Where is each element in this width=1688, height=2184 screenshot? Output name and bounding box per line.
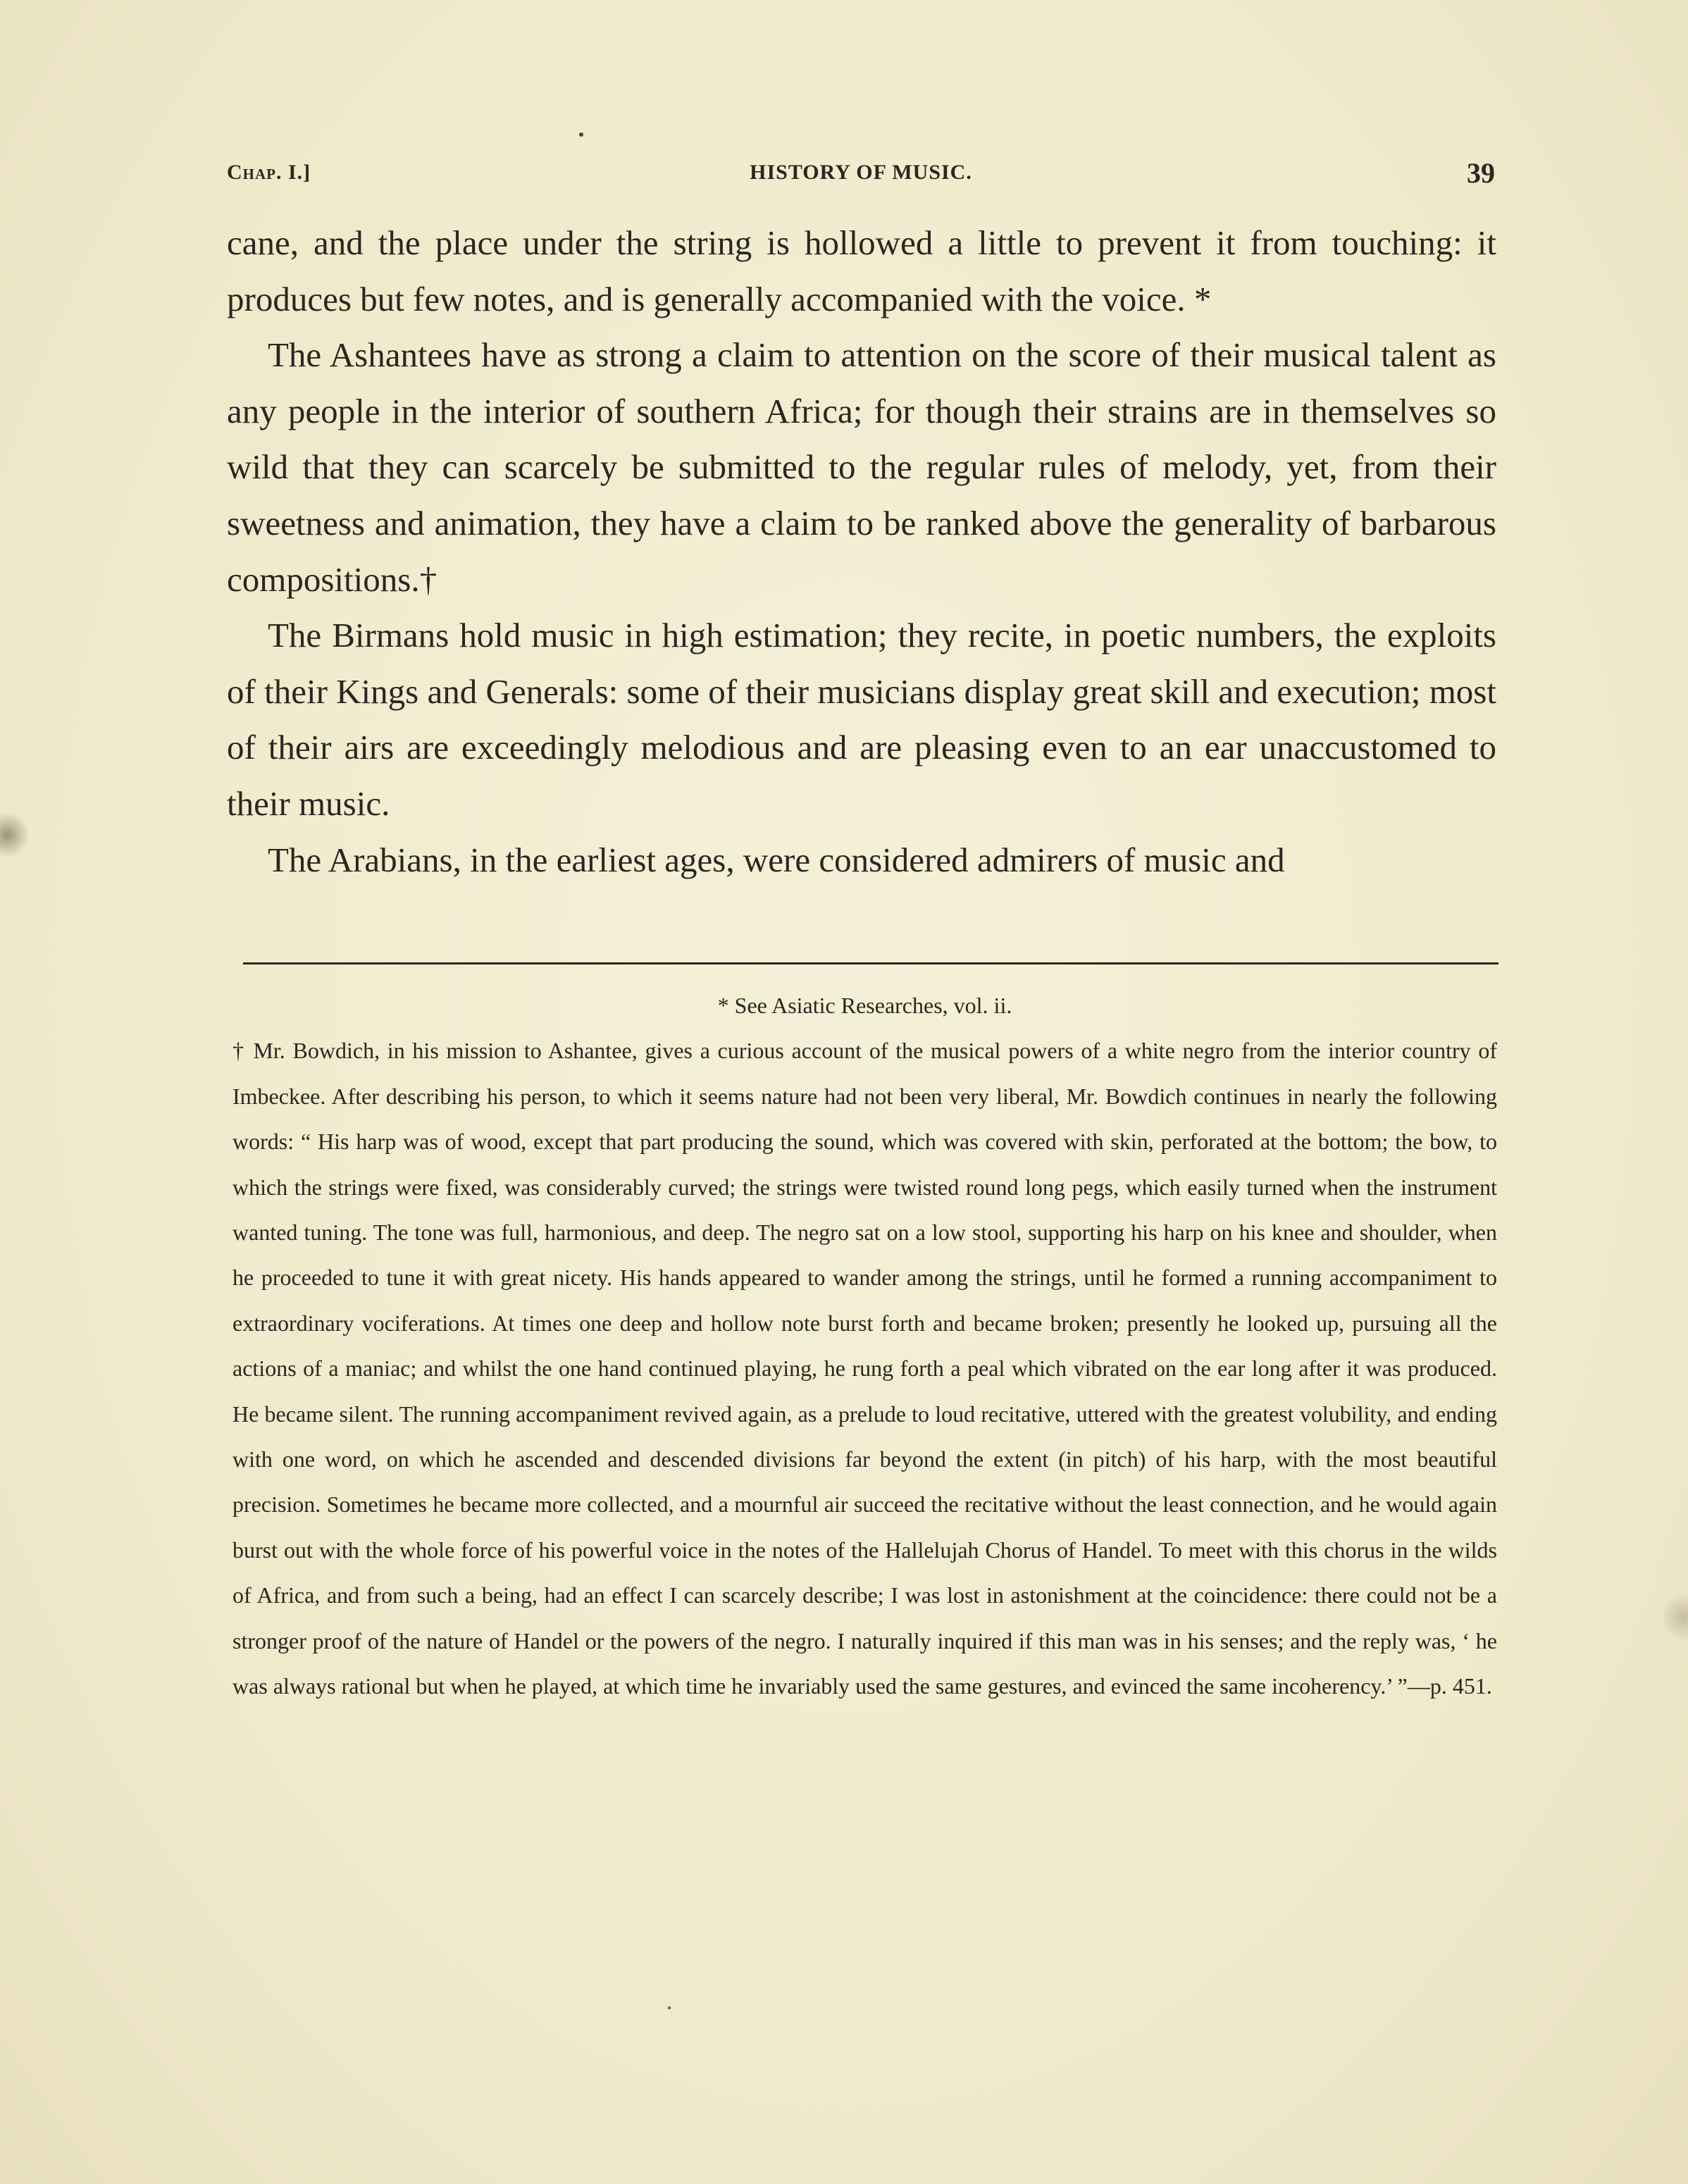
footnote: * See Asiatic Researches, vol. ii.: [717, 993, 1012, 1018]
page-stain: [1663, 1589, 1688, 1645]
ink-speck: [579, 132, 583, 137]
book-title: HISTORY OF MUSIC.: [750, 161, 972, 184]
page-number: 39: [1467, 157, 1495, 189]
paragraph: The Arabians, in the earliest ages, were considered admirers of music and: [268, 840, 1285, 879]
main-text: [227, 215, 1496, 888]
ink-speck: [668, 2006, 671, 2009]
footnotes: [232, 983, 1497, 1709]
footnote-divider: [243, 962, 1498, 964]
running-head: [227, 156, 1495, 199]
footnote: † Mr. Bowdich, in his mission to Ashantee, gives a curious account of the musical powers of a white negro from the interior country of Imbeckee. After describing his person, to which it seems nature had not been very liberal, Mr. Bowdich continues in nearly the following words: “ His harp was of wood, except that part producing the sound, which was covered with skin, perforated at the bottom; the bow, to which the strings were fixed, was considerably curved; the strings were twisted round long pegs, which easily turned when the instrument wanted tuning. The tone was full, harmonious, and deep. The negro sat on a low stool, supporting his harp on his knee and shoulder, when he proceeded to tune it with great nicety. His hands appeared to wander among the strings, until he formed a running accompaniment to extraordinary vociferations. At times one deep and hollow note burst forth and became broken; presently he looked up, pursuing all the actions of a maniac; and whilst the one hand continued playing, he rung forth a peal which vibrated on the ear long after it was produced. He became silent. The running accompaniment revived again, as a prelude to loud recitative, uttered with the greatest volubility, and ending with one word, on which he ascended and descended divisions far beyond the extent (in pitch) of his harp, with the most beautiful precision. Sometimes he became more collected, and a mournful air succeed the recitative without the least connection, and he would again burst out with the whole force of his powerful voice in the notes of the Hallelujah Chorus of Handel. To meet with this chorus in the wilds of Africa, and from such a being, had an effect I can scarcely describe; I was lost in astonishment at the coincidence: there could not be a stronger proof of the nature of Handel or the powers of the negro. I naturally inquired if this man was in his senses; and the reply was, ‘ he was always rational but when he played, at which time he invariably used the same gestures, and evinced the same incoherency.’ ”—p. 451.: [232, 1038, 1497, 1699]
chapter-label: Chap. I.]: [227, 161, 311, 184]
paragraph: cane, and the place under the string is hollowed a little to prevent it from touching: it produces but few notes, and is generally accompanied with the voice. *: [227, 223, 1496, 318]
binding-shadow: [0, 810, 28, 860]
paragraph: The Ashantees have as strong a claim to attention on the score of their musical talent as any people in the interior of southern Africa; for though their strains are in themselves so wild that they can scarcely be submitted to the regular rules of melody, yet, from their sweetness and animation, they have a claim to be ranked above the generality of barbarous compositions.†: [227, 335, 1496, 599]
paragraph: The Birmans hold music in high estimation; they recite, in poetic numbers, the exploits of their Kings and Generals: some of their musicians display great skill and execution; most of their airs are exceedingly melodious and are pleasing even to an ear unaccustomed to their music.: [227, 616, 1496, 823]
